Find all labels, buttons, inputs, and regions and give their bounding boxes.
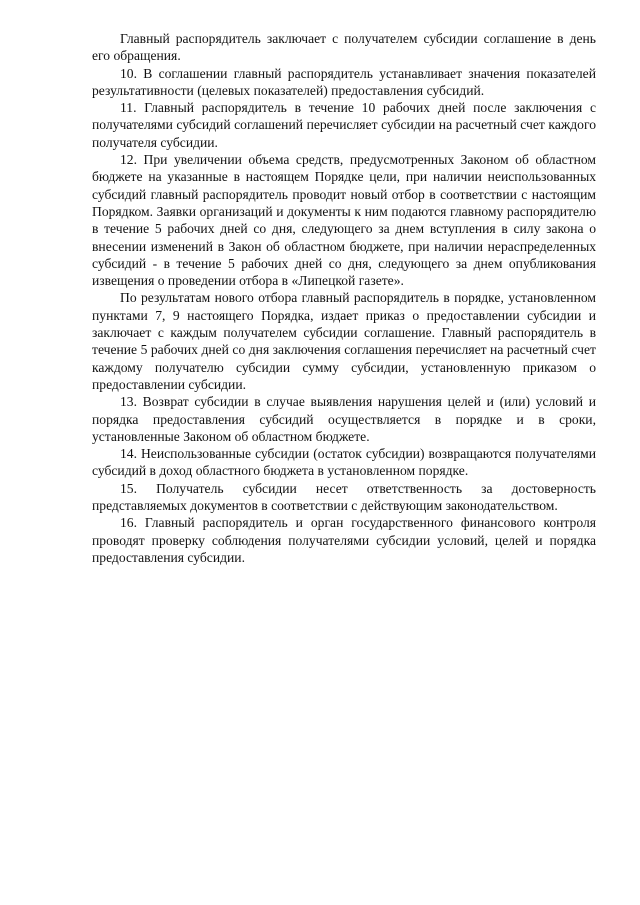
paragraph-13: 13. Возврат субсидии в случае выявления нарушения целей и (или) условий и порядка предоставления субсидий осуществляется в порядке и в сроки, установленные Законом об областном бюджете. [92, 394, 596, 444]
paragraph-15: 15. Получатель субсидии несет ответственность за достоверность представляемых документов в соответствии с действующим законодательством. [92, 480, 596, 514]
paragraph-16: 16. Главный распорядитель и орган государственного финансового контроля проводят проверку соблюдения получателями субсидии условий, целей и порядка предоставления субсидии. [92, 515, 596, 565]
document-page [92, 30, 596, 566]
paragraph-14: 14. Неиспользованные субсидии (остаток субсидии) возвращаются получателями субсидий в доход областного бюджета в установленном порядке. [92, 446, 596, 479]
paragraph-12: 12. При увеличении объема средств, предусмотренных Законом об областном бюджете на указанные в настоящем Порядке цели, при наличии неиспользованных субсидий главный распорядитель проводит новый отбор в соответствии с настоящим Порядком. Заявки организаций и документы к ним подаются главному распорядителю в течение 5 рабочих дней со дня, следующего за днем вступления в силу закона о внесении изменений в Закон об областном бюджете, при наличии нераспределенных субсидий - в течение 5 рабочих дней со дня, следующего за днем опубликования извещения о проведении отбора в «Липецкой газете». [92, 152, 596, 289]
paragraph-10: 10. В соглашении главный распорядитель устанавливает значения показателей результативности (целевых показателей) предоставления субсидий. [92, 65, 596, 98]
paragraph-agreement-day: Главный распорядитель заключает с получателем субсидии соглашение в день его обращения. [92, 31, 596, 64]
paragraph-11: 11. Главный распорядитель в течение 10 рабочих дней после заключения с получателями субсидий соглашений перечисляет субсидии на расчетный счет каждого получателя субсидии. [92, 100, 596, 150]
paragraph-new-selection: По результатам нового отбора главный распорядитель в порядке, установленном пунктами 7, 9 настоящего Порядка, издает приказ о предоставлении субсидии и заключает с каждым получателем субсидии соглашение. Главный распорядитель в течение 5 рабочих дней со дня заключения соглашения перечисляет на расчетный счет каждому получателю субсидии сумму субсидии, установленную приказом о предоставлении субсидии. [92, 290, 596, 392]
